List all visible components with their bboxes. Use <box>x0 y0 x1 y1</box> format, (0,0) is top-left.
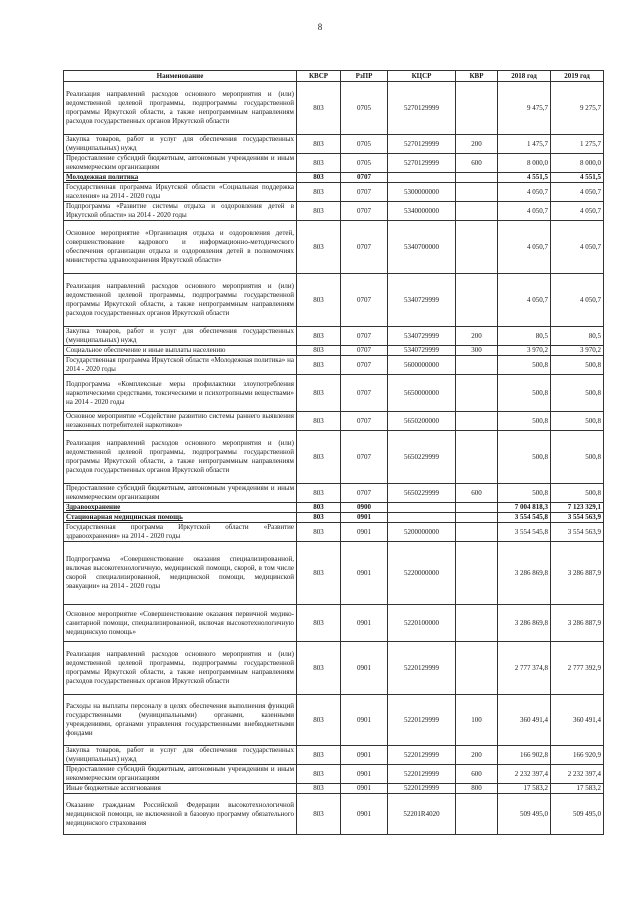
row-kvr <box>456 503 498 513</box>
row-amount-2019: 3 286 887,9 <box>551 542 604 605</box>
row-name: Основное мероприятие «Организация отдыха и оздоровления детей, совершенствование кадрового и информационно-методического обеспечения организации отдыха и оздоровления детей в полномочиях министерства здравоохранения Иркутской области» <box>64 221 297 274</box>
row-amount-2019: 166 920,9 <box>551 746 604 765</box>
row-amount-2018: 7 004 818,3 <box>498 503 551 513</box>
row-rzpr: 0707 <box>341 346 388 356</box>
row-kcsr: 5270129999 <box>388 154 456 173</box>
row-kcsr: 52201R4020 <box>388 794 456 835</box>
row-kvsr: 803 <box>297 695 341 746</box>
row-kvr <box>456 794 498 835</box>
header-2018: 2018 год <box>498 71 551 82</box>
row-kcsr: 5300000000 <box>388 183 456 202</box>
row-kvsr: 803 <box>297 784 341 794</box>
row-kvsr: 803 <box>297 221 341 274</box>
row-name: Социальное обеспечение и иные выплаты населению <box>64 346 297 356</box>
row-rzpr: 0707 <box>341 274 388 327</box>
row-name: Предоставление субсидий бюджетным, автономным учреждениям и иным некоммерческим организациям <box>64 765 297 784</box>
row-rzpr: 0900 <box>341 503 388 513</box>
table-row <box>64 154 604 173</box>
row-kcsr: 5340729999 <box>388 274 456 327</box>
row-amount-2018: 3 554 545,8 <box>498 523 551 542</box>
row-name: Реализация направлений расходов основного мероприятия и (или) ведомственной целевой программы, подпрограммы государственной программы Иркутской области, а также непрограммным направлениям расходов государственных органов Иркутской области <box>64 431 297 484</box>
row-name: Подпрограмма «Совершенствование оказания специализированной, включая высокотехнологичную, медицинской помощи, скорой, в том числе скорой специализированной, медицинской помощи, медицинской эвакуации» на 2014 - 2020 годы <box>64 542 297 605</box>
table-row <box>64 431 604 484</box>
row-name: Основное мероприятие «Содействие развитию системы раннего выявления незаконных потребителей наркотиков» <box>64 412 297 431</box>
row-kcsr: 5220129999 <box>388 642 456 695</box>
row-amount-2019: 80,5 <box>551 327 604 346</box>
row-kvsr: 803 <box>297 412 341 431</box>
row-kcsr: 5650000000 <box>388 375 456 412</box>
header-kvr: КВР <box>456 71 498 82</box>
row-amount-2018: 80,5 <box>498 327 551 346</box>
row-kvr <box>456 356 498 375</box>
row-kvsr: 803 <box>297 513 341 523</box>
row-amount-2019: 4 050,7 <box>551 202 604 221</box>
row-amount-2019: 17 583,2 <box>551 784 604 794</box>
row-kcsr: 5220100000 <box>388 605 456 642</box>
table-row <box>64 605 604 642</box>
table-row <box>64 642 604 695</box>
table-row <box>64 513 604 523</box>
row-amount-2019: 4 050,7 <box>551 274 604 327</box>
row-rzpr: 0707 <box>341 221 388 274</box>
header-kvsr: КВСР <box>297 71 341 82</box>
row-amount-2019: 7 123 329,1 <box>551 503 604 513</box>
budget-table <box>63 70 604 835</box>
row-amount-2018: 4 050,7 <box>498 202 551 221</box>
row-amount-2019: 500,8 <box>551 484 604 503</box>
row-amount-2019: 500,8 <box>551 356 604 375</box>
row-kcsr: 5270129999 <box>388 82 456 135</box>
row-name: Закупка товаров, работ и услуг для обеспечения государственных (муниципальных) нужд <box>64 746 297 765</box>
row-kcsr: 5270129999 <box>388 135 456 154</box>
table-row <box>64 765 604 784</box>
row-kvr: 800 <box>456 784 498 794</box>
row-kvr: 600 <box>456 154 498 173</box>
row-name: Подпрограмма «Развитие системы отдыха и оздоровления детей в Иркутской области» на 2014 - 2020 годы <box>64 202 297 221</box>
row-name: Предоставление субсидий бюджетным, автономным учреждениям и иным некоммерческим организациям <box>64 484 297 503</box>
table-row <box>64 523 604 542</box>
row-name: Расходы на выплаты персоналу в целях обеспечения выполнения функций государственными (муниципальными) органами, казенными учреждениями, органами управления государственными внебюджетными фондами <box>64 695 297 746</box>
row-amount-2018: 500,8 <box>498 412 551 431</box>
row-name: Здравоохранение <box>64 503 297 513</box>
row-kvr <box>456 202 498 221</box>
row-rzpr: 0707 <box>341 484 388 503</box>
row-amount-2019: 4 050,7 <box>551 183 604 202</box>
row-amount-2019: 3 554 563,9 <box>551 523 604 542</box>
row-kvsr: 803 <box>297 503 341 513</box>
table-row <box>64 135 604 154</box>
row-amount-2019: 9 275,7 <box>551 82 604 135</box>
row-name: Закупка товаров, работ и услуг для обеспечения государственных (муниципальных) нужд <box>64 135 297 154</box>
row-amount-2018: 500,8 <box>498 356 551 375</box>
row-kvr <box>456 173 498 183</box>
row-rzpr: 0901 <box>341 542 388 605</box>
row-amount-2019: 3 554 563,9 <box>551 513 604 523</box>
table-row <box>64 503 604 513</box>
row-amount-2018: 1 475,7 <box>498 135 551 154</box>
row-kcsr <box>388 503 456 513</box>
row-kvr: 300 <box>456 346 498 356</box>
row-kvsr: 803 <box>297 173 341 183</box>
row-kvr <box>456 274 498 327</box>
row-amount-2018: 3 970,2 <box>498 346 551 356</box>
row-amount-2018: 4 050,7 <box>498 183 551 202</box>
row-kvsr: 803 <box>297 274 341 327</box>
row-kvsr: 803 <box>297 375 341 412</box>
row-rzpr: 0901 <box>341 695 388 746</box>
row-name: Государственная программа Иркутской области «Молодежная политика» на 2014 - 2020 годы <box>64 356 297 375</box>
row-kcsr: 5340700000 <box>388 221 456 274</box>
row-kcsr: 5340729999 <box>388 346 456 356</box>
row-amount-2018: 2 232 397,4 <box>498 765 551 784</box>
row-rzpr: 0707 <box>341 412 388 431</box>
row-kvsr: 803 <box>297 765 341 784</box>
row-rzpr: 0901 <box>341 642 388 695</box>
row-name: Предоставление субсидий бюджетным, автономным учреждениям и иным некоммерческим организациям <box>64 154 297 173</box>
row-kcsr <box>388 173 456 183</box>
row-kcsr: 5220000000 <box>388 542 456 605</box>
row-kvsr: 803 <box>297 154 341 173</box>
row-rzpr: 0901 <box>341 605 388 642</box>
row-amount-2018: 17 583,2 <box>498 784 551 794</box>
table-row <box>64 82 604 135</box>
row-name: Закупка товаров, работ и услуг для обеспечения государственных (муниципальных) нужд <box>64 327 297 346</box>
row-kvr <box>456 183 498 202</box>
table-row <box>64 412 604 431</box>
row-amount-2019: 1 275,7 <box>551 135 604 154</box>
table-row <box>64 746 604 765</box>
row-name: Государственная программа Иркутской области «Развитие здравоохранения» на 2014 - 2020 годы <box>64 523 297 542</box>
row-rzpr: 0707 <box>341 173 388 183</box>
table-row <box>64 274 604 327</box>
row-kcsr: 5220129999 <box>388 746 456 765</box>
row-amount-2018: 166 902,8 <box>498 746 551 765</box>
row-amount-2018: 3 286 869,8 <box>498 542 551 605</box>
row-name: Стационарная медицинская помощь <box>64 513 297 523</box>
row-name: Реализация направлений расходов основного мероприятия и (или) ведомственной целевой программы, подпрограммы государственной программы Иркутской области, а также непрограммным направлениям расходов государственных органов Иркутской области <box>64 82 297 135</box>
row-rzpr: 0901 <box>341 784 388 794</box>
row-kvsr: 803 <box>297 542 341 605</box>
table-row <box>64 202 604 221</box>
row-rzpr: 0901 <box>341 523 388 542</box>
row-amount-2019: 2 777 392,9 <box>551 642 604 695</box>
row-rzpr: 0707 <box>341 431 388 484</box>
row-kcsr: 5650229999 <box>388 431 456 484</box>
row-kvsr: 803 <box>297 135 341 154</box>
row-amount-2018: 509 495,0 <box>498 794 551 835</box>
row-amount-2019: 3 970,2 <box>551 346 604 356</box>
row-rzpr: 0705 <box>341 135 388 154</box>
row-kvsr: 803 <box>297 746 341 765</box>
header-2019: 2019 год <box>551 71 604 82</box>
row-rzpr: 0707 <box>341 327 388 346</box>
row-name: Реализация направлений расходов основного мероприятия и (или) ведомственной целевой программы, подпрограммы государственной программы Иркутской области, а также непрограммным направлениям расходов государственных органов Иркутской области <box>64 642 297 695</box>
row-kvsr: 803 <box>297 327 341 346</box>
row-amount-2018: 2 777 374,8 <box>498 642 551 695</box>
table-row <box>64 327 604 346</box>
row-rzpr: 0705 <box>341 82 388 135</box>
row-amount-2019: 509 495,0 <box>551 794 604 835</box>
table-row <box>64 173 604 183</box>
row-name: Иные бюджетные ассигнования <box>64 784 297 794</box>
header-rzpr: РзПР <box>341 71 388 82</box>
row-amount-2019: 500,8 <box>551 375 604 412</box>
row-amount-2019: 2 232 397,4 <box>551 765 604 784</box>
row-name: Реализация направлений расходов основного мероприятия и (или) ведомственной целевой программы, подпрограммы государственной программы Иркутской области, а также непрограммным направлениям расходов государственных органов Иркутской области <box>64 274 297 327</box>
row-kcsr: 5600000000 <box>388 356 456 375</box>
row-kvr <box>456 375 498 412</box>
table-row <box>64 784 604 794</box>
row-kvsr: 803 <box>297 356 341 375</box>
row-kcsr <box>388 513 456 523</box>
table-row <box>64 221 604 274</box>
row-kvsr: 803 <box>297 431 341 484</box>
row-kvr <box>456 605 498 642</box>
row-kvsr: 803 <box>297 82 341 135</box>
row-kvr <box>456 82 498 135</box>
row-kvr: 200 <box>456 746 498 765</box>
header-row <box>64 71 604 82</box>
row-kvsr: 803 <box>297 346 341 356</box>
row-amount-2019: 500,8 <box>551 412 604 431</box>
row-kvsr: 803 <box>297 523 341 542</box>
table-row <box>64 794 604 835</box>
row-amount-2019: 4 050,7 <box>551 221 604 274</box>
table-row <box>64 183 604 202</box>
row-name: Подпрограмма «Комплексные меры профилактики злоупотребления наркотическими средствами, токсическими и психотропными веществами» на 2014 - 2020 годы <box>64 375 297 412</box>
row-kvr: 600 <box>456 765 498 784</box>
row-kvr: 100 <box>456 695 498 746</box>
row-rzpr: 0707 <box>341 356 388 375</box>
row-amount-2018: 3 286 869,8 <box>498 605 551 642</box>
table-row <box>64 542 604 605</box>
row-kcsr: 5200000000 <box>388 523 456 542</box>
row-amount-2019: 8 000,0 <box>551 154 604 173</box>
row-amount-2019: 500,8 <box>551 431 604 484</box>
row-name: Государственная программа Иркутской области «Социальная поддержка населения» на 2014 - 2020 годы <box>64 183 297 202</box>
table-row <box>64 356 604 375</box>
row-rzpr: 0901 <box>341 746 388 765</box>
row-kcsr: 5650200000 <box>388 412 456 431</box>
table-row <box>64 346 604 356</box>
row-amount-2018: 4 050,7 <box>498 274 551 327</box>
row-kvsr: 803 <box>297 484 341 503</box>
row-amount-2018: 500,8 <box>498 375 551 412</box>
row-kvr <box>456 513 498 523</box>
row-rzpr: 0707 <box>341 375 388 412</box>
row-kvsr: 803 <box>297 642 341 695</box>
row-kvr <box>456 431 498 484</box>
row-amount-2018: 360 491,4 <box>498 695 551 746</box>
row-kcsr: 5650229999 <box>388 484 456 503</box>
row-kvsr: 803 <box>297 202 341 221</box>
row-kvr <box>456 523 498 542</box>
row-kcsr: 5340729999 <box>388 327 456 346</box>
row-kvr <box>456 542 498 605</box>
row-amount-2018: 500,8 <box>498 484 551 503</box>
header-name: Наименование <box>64 71 297 82</box>
row-rzpr: 0705 <box>341 154 388 173</box>
row-kcsr: 5340000000 <box>388 202 456 221</box>
row-amount-2018: 4 551,5 <box>498 173 551 183</box>
row-kvr: 200 <box>456 135 498 154</box>
row-kvsr: 803 <box>297 794 341 835</box>
header-kcsr: КЦСР <box>388 71 456 82</box>
table-row <box>64 484 604 503</box>
row-rzpr: 0901 <box>341 765 388 784</box>
row-amount-2018: 8 000,0 <box>498 154 551 173</box>
row-kcsr: 5220129999 <box>388 765 456 784</box>
row-kcsr: 5220129999 <box>388 784 456 794</box>
row-rzpr: 0707 <box>341 202 388 221</box>
row-amount-2018: 9 475,7 <box>498 82 551 135</box>
table-row <box>64 695 604 746</box>
row-kvsr: 803 <box>297 183 341 202</box>
row-kcsr: 5220129999 <box>388 695 456 746</box>
row-rzpr: 0901 <box>341 794 388 835</box>
row-kvr <box>456 642 498 695</box>
page-number: 8 <box>317 22 323 32</box>
row-rzpr: 0707 <box>341 183 388 202</box>
row-kvr <box>456 221 498 274</box>
row-amount-2019: 4 551,5 <box>551 173 604 183</box>
row-amount-2019: 3 286 887,9 <box>551 605 604 642</box>
row-rzpr: 0901 <box>341 513 388 523</box>
row-name: Молодежная политика <box>64 173 297 183</box>
row-name: Основное мероприятие «Совершенствование оказания первичной медико-санитарной помощи, специализированной, включая высокотехнологичную медицинскую помощь» <box>64 605 297 642</box>
row-amount-2018: 4 050,7 <box>498 221 551 274</box>
row-kvr: 200 <box>456 327 498 346</box>
row-amount-2018: 3 554 545,8 <box>498 513 551 523</box>
row-amount-2019: 360 491,4 <box>551 695 604 746</box>
row-kvsr: 803 <box>297 605 341 642</box>
row-name: Оказание гражданам Российской Федерации высокотехнологичной медицинской помощи, не включенной в базовую программу обязательного медицинского страхования <box>64 794 297 835</box>
row-amount-2018: 500,8 <box>498 431 551 484</box>
table-row <box>64 375 604 412</box>
row-kvr <box>456 412 498 431</box>
row-kvr: 600 <box>456 484 498 503</box>
